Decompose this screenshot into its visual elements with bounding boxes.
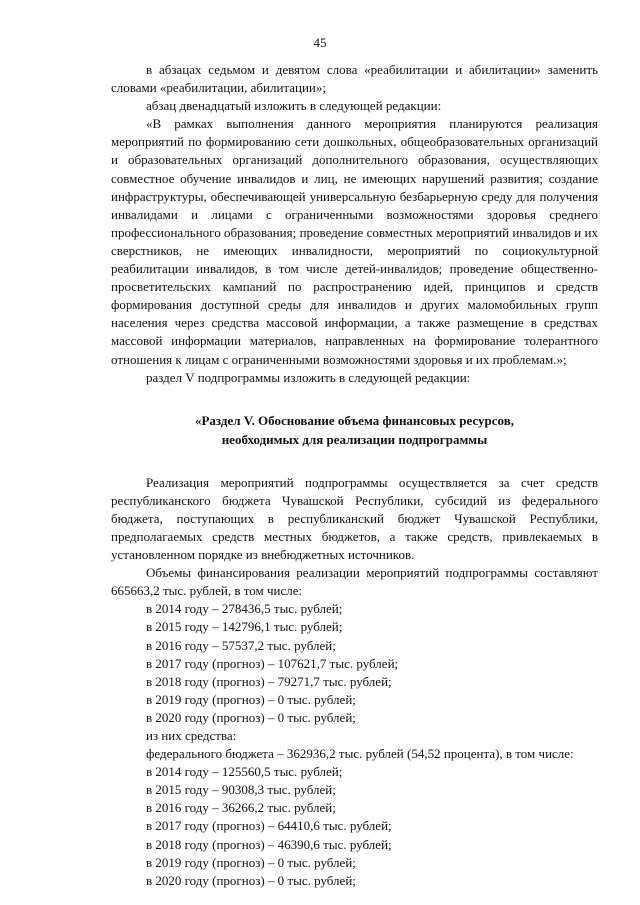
list-item: в 2017 году (прогноз) – 64410,6 тыс. рублей; [146, 818, 392, 834]
amendment-paragraph: абзац двенадцатый изложить в следующей редакции: [146, 98, 442, 114]
list-item: в 2020 году (прогноз) – 0 тыс. рублей; [146, 872, 356, 888]
document-body [111, 61, 598, 890]
list-item: в 2016 году – 57537,2 тыс. рублей; [146, 637, 336, 653]
list-item: в 2015 году – 90308,3 тыс. рублей; [146, 782, 336, 798]
section-heading [111, 411, 598, 449]
list-item: в 2018 году (прогноз) – 79271,7 тыс. рублей; [146, 673, 392, 689]
total-funding-paragraph: Объемы финансирования реализации мероприятий подпрограммы составляют 665663,2 тыс. рублей, в том числе: [111, 565, 598, 599]
list-item: в 2016 году – 36266,2 тыс. рублей; [146, 800, 336, 816]
list-item: в 2014 году – 125560,5 тыс. рублей; [146, 764, 343, 780]
list-item: в 2019 году (прогноз) – 0 тыс. рублей; [146, 854, 356, 870]
section-heading-line: «Раздел V. Обоснование объема финансовых ресурсов, [194, 412, 514, 428]
list-item: в 2015 году – 142796,1 тыс. рублей; [146, 619, 343, 635]
list-item: в 2019 году (прогноз) – 0 тыс. рублей; [146, 691, 356, 707]
funding-sources-paragraph: Реализация мероприятий подпрограммы осуществляется за счет средств республиканского бюджета Чувашской Республики, субсидий из федерального бюджета, поступающих в республиканский бюджет Чувашской Республики, предполагаемых средств местных бюджетов, а также средств, привлекаемых в установленном порядке из внебюджетных источников. [111, 474, 598, 563]
federal-funding-paragraph: федерального бюджета – 362936,2 тыс. рублей (54,52 процента), в том числе: [146, 746, 574, 762]
of-them-line: из них средства: [146, 728, 237, 743]
list-item: в 2020 году (прогноз) – 0 тыс. рублей; [146, 709, 356, 725]
list-item: в 2017 году (прогноз) – 107621,7 тыс. рублей; [146, 655, 399, 671]
list-item: в 2014 году – 278436,5 тыс. рублей; [146, 601, 343, 617]
amendment-paragraph: в абзацах седьмом и девятом слова «реабилитации и абилитации» заменить словами «реабилитации, абилитации»; [111, 62, 598, 96]
page-number: 45 [313, 35, 327, 50]
amendment-paragraph: раздел V подпрограммы изложить в следующей редакции: [146, 369, 471, 385]
section-heading-line: необходимых для реализации подпрограммы [221, 431, 488, 447]
list-item: в 2018 году (прогноз) – 46390,6 тыс. рублей; [146, 836, 392, 852]
quoted-paragraph: «В рамках выполнения данного мероприятия планируются реализация мероприятий по формированию сети дошкольных, общеобразовательных организаций и образовательных организаций дополнительного образования, осуществляющих совместное обучение инвалидов и лиц, не имеющих нарушений развития; создание инфраструктуры, обеспечивающей универсальную безбарьерную среду для получения инвалидами и лицами с ограниченными возможностями здоровья среднего профессионального образования; проведение совместных мероприятий инвалидов и их сверстников, не имеющих инвалидности, мероприятий по социокультурной реабилитации инвалидов, в том числе детей-инвалидов; проведение общественно-просветительских кампаний по распространению идей, принципов и средств формирования доступной среды для инвалидов и других маломобильных групп населения через средства массовой информации, а также размещение в средствах массовой информации материалов, направленных на формирование толерантного отношения к лицам с ограниченными возможностями здоровья и их проблемам.»; [111, 116, 598, 367]
